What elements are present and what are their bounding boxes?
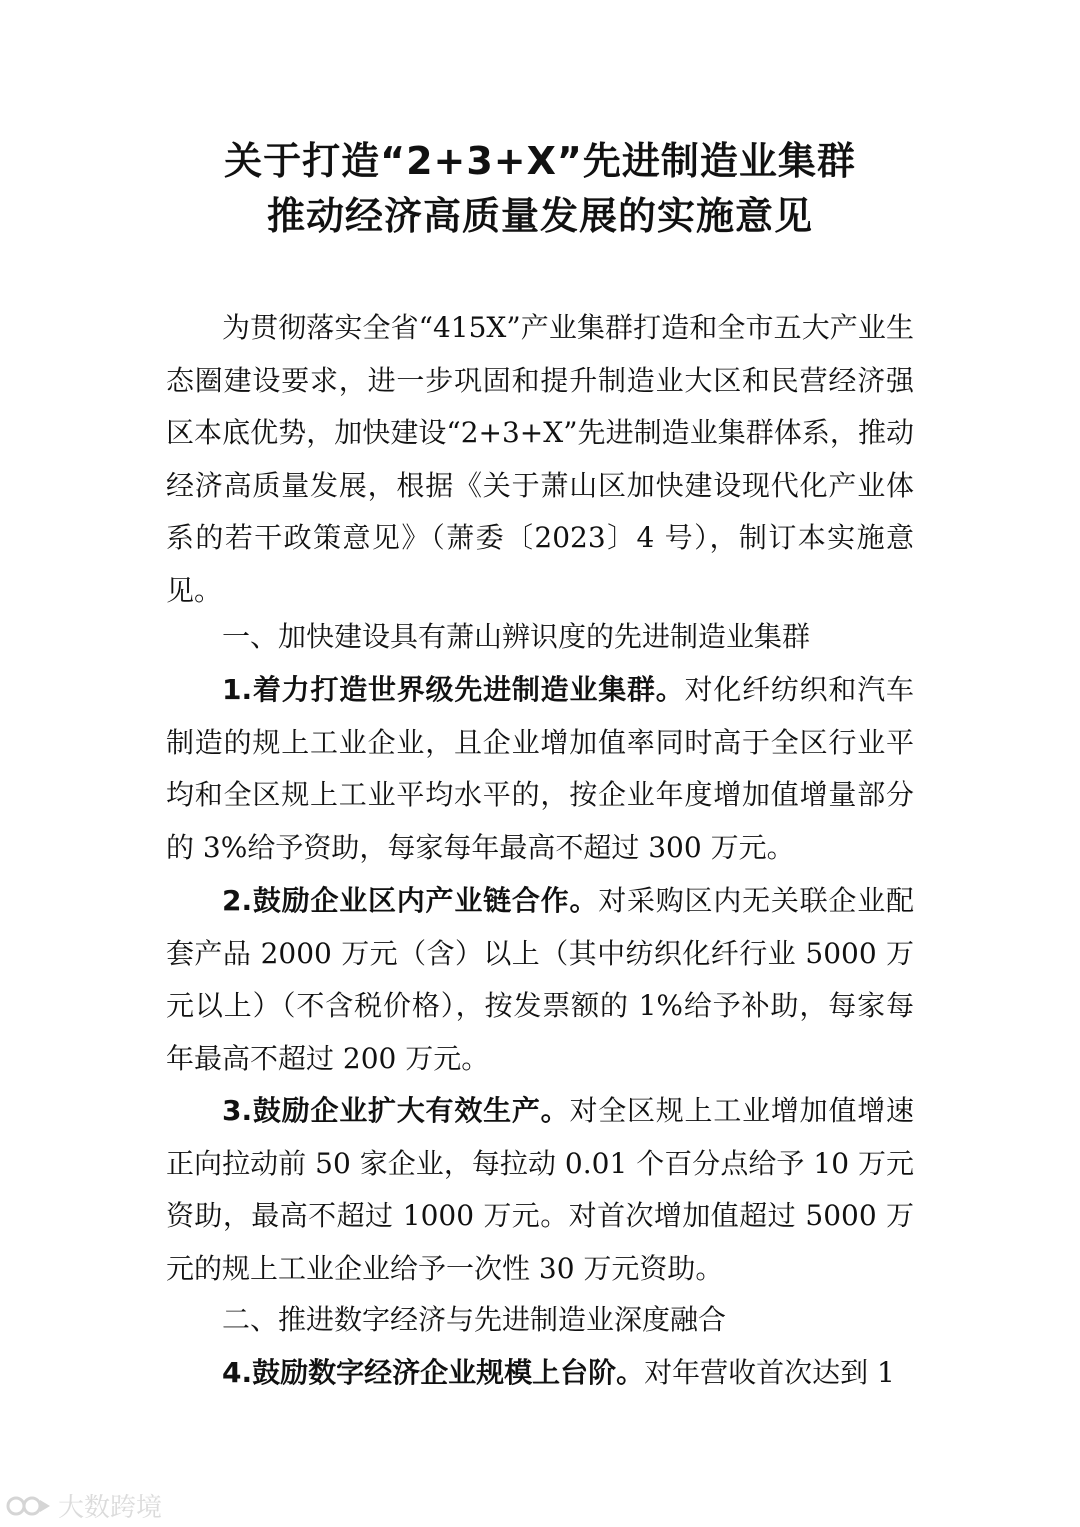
- clause-2: [166, 875, 914, 1085]
- clause-4-body: 对年营收首次达到 1: [644, 1356, 895, 1389]
- clause-4-lead: 4.鼓励数字经济企业规模上台阶。: [222, 1356, 645, 1389]
- clause-1-lead: 1.着力打造世界级先进制造业集群。: [222, 673, 685, 706]
- clause-3: [166, 1085, 914, 1295]
- logo-icon: [6, 1492, 52, 1520]
- document-title-line-2: 推动经济高质量发展的实施意见: [266, 194, 813, 238]
- clause-1: [166, 664, 914, 874]
- clause-1-body: 对化纤纺织和汽车制造的规上工业企业，且企业增加值率同时高于全区行业平均和全区规上工业平均水平的，按企业年度增加值增量部分的 3%给予资助，每家每年最高不超过 300 万元。: [166, 673, 914, 864]
- watermark: [6, 1487, 162, 1524]
- clause-3-body: 对全区规上工业增加值增速正向拉动前 50 家企业，每拉动 0.01 个百分点给予 10 万元资助，最高不超过 1000 万元。对首次增加值超过 5000 万元的规上工业企业给予一次性 30 万元资助。: [166, 1094, 914, 1285]
- document-title-line-1: 关于打造“2+3+X”先进制造业集群: [224, 139, 856, 183]
- clause-2-lead: 2.鼓励企业区内产业链合作。: [222, 884, 599, 917]
- clause-3-lead: 3.鼓励企业扩大有效生产。: [222, 1094, 570, 1127]
- section-heading-2: 二、推进数字经济与先进制造业深度融合: [222, 1303, 727, 1336]
- clause-2-body: 对采购区内无关联企业配套产品 2000 万元（含）以上（其中纺织化纤行业 5000 万元以上）（不含税价格），按发票额的 1%给予补助，每家每年最高不超过 200 万元。: [166, 884, 914, 1075]
- section-heading-1: 一、加快建设具有萧山辨识度的先进制造业集群: [222, 620, 811, 653]
- clause-4: [166, 1347, 914, 1400]
- watermark-text: 大数跨境: [58, 1493, 163, 1523]
- intro-paragraph: 为贯彻落实全省“415X”产业集群打造和全市五大产业生态圈建设要求，进一步巩固和提升制造业大区和民营经济强区本底优势，加快建设“2+3+X”先进制造业集群体系，推动经济高质量发展，根据《关于萧山区加快建设现代化产业体系的若干政策意见》（萧委〔2023〕4 号），制订本实施意见。: [166, 311, 914, 607]
